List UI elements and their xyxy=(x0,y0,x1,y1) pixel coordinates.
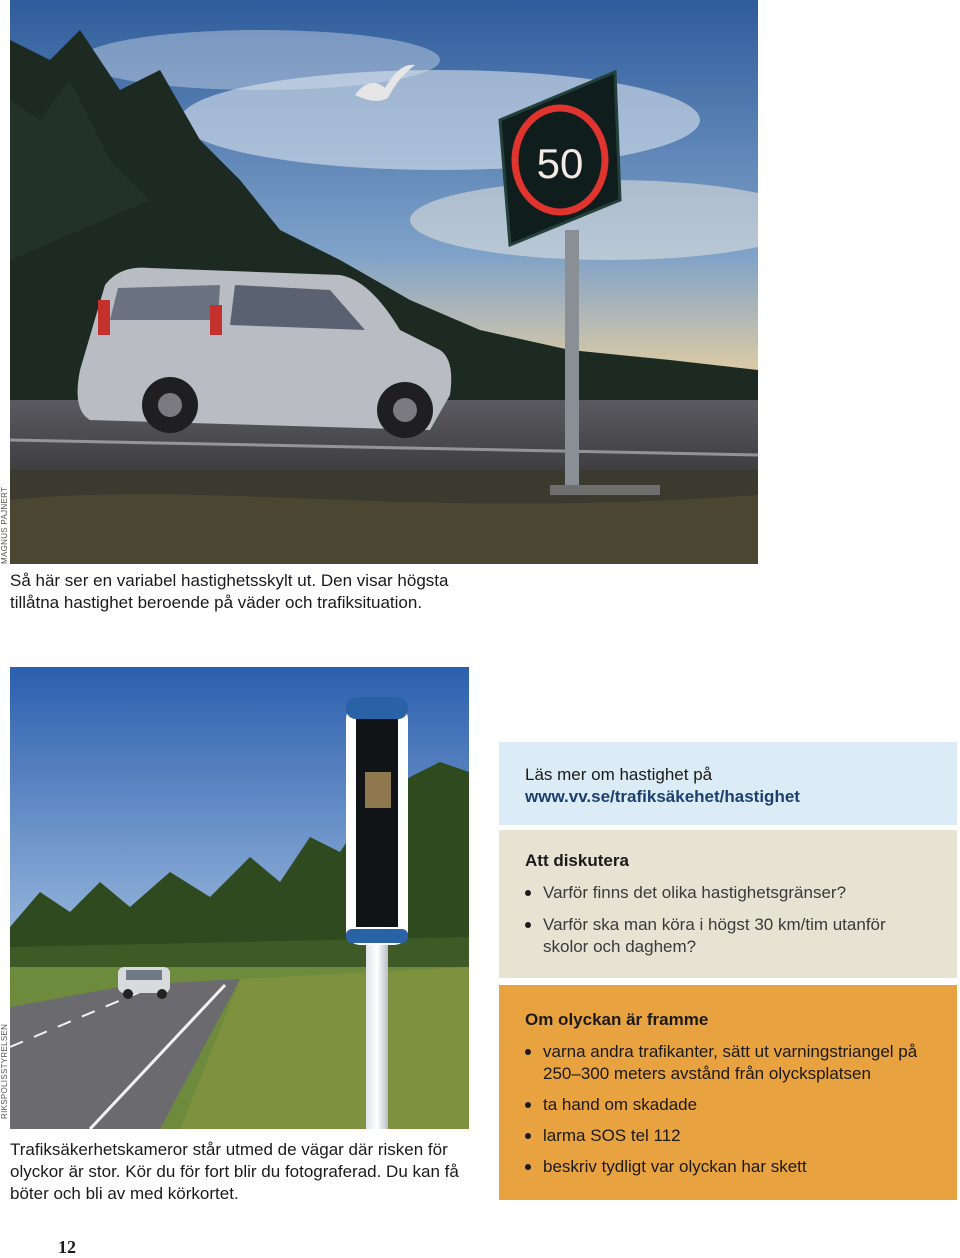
discussion-list xyxy=(525,882,931,958)
photo-credit-top: MAGNUS PAJNERT xyxy=(0,486,9,564)
page-number: 12 xyxy=(58,1237,76,1257)
caption-speed-camera: Trafiksäkerhetskameror står utmed de vägar där risken för olyckor är stor. Kör du för fort blir du fotograferad. Du kan få böter och bli av med körkortet. xyxy=(10,1140,459,1203)
discussion-box xyxy=(499,830,957,978)
caption-speed-sign: Så här ser en variabel hastighetsskylt ut. Den visar högsta tillåtna hastighet beroende på väder och trafiksituation. xyxy=(10,571,449,612)
speed-sign-illustration xyxy=(10,0,758,564)
discussion-title: Att diskutera xyxy=(525,851,629,870)
accident-item: larma SOS tel 112 xyxy=(525,1125,931,1147)
accident-title: Om olyckan är framme xyxy=(525,1010,709,1029)
accident-item: varna andra trafikanter, sätt ut varningstriangel på 250–300 meters avstånd från olycksplatsen xyxy=(525,1041,931,1085)
speed-sign-photo xyxy=(10,0,758,564)
read-more-intro: Läs mer om hastighet på xyxy=(525,765,713,784)
accident-item: ta hand om skadade xyxy=(525,1094,931,1116)
photo-credit-bottom: RIKSPOLISSTYRELSEN xyxy=(0,1023,9,1119)
speed-limit-value: 50 xyxy=(536,140,584,187)
speed-camera-illustration xyxy=(10,667,469,1129)
accident-list xyxy=(525,1041,931,1178)
discussion-item: Varför finns det olika hastighetsgränser? xyxy=(525,882,931,904)
accident-item: beskriv tydligt var olyckan har skett xyxy=(525,1156,931,1178)
accident-box xyxy=(499,985,957,1200)
read-more-link[interactable]: www.vv.se/trafiksäkehet/hastighet xyxy=(525,787,800,806)
read-more-box xyxy=(499,742,957,825)
discussion-item: Varför ska man köra i högst 30 km/tim utanför skolor och daghem? xyxy=(525,914,931,958)
speed-camera-photo xyxy=(10,667,469,1129)
